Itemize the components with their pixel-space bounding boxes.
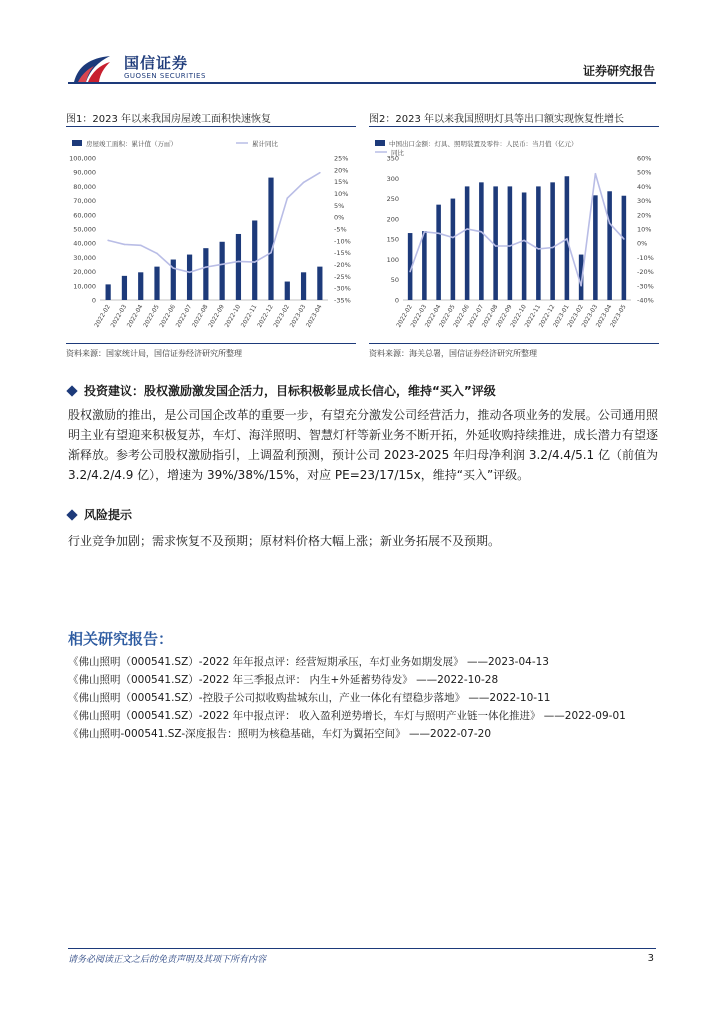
yoy-line-mark	[108, 173, 320, 273]
yoy-point-mark	[580, 285, 582, 287]
diamond-bullet-icon	[66, 509, 77, 520]
x-axis-tick-label: 2023-04	[304, 303, 324, 329]
brand-name-en: GUOSEN SECURITIES	[124, 72, 206, 80]
right-axis-tick-label: -15%	[334, 249, 351, 258]
left-axis-tick-label: 80,000	[73, 182, 96, 191]
legend-line-label: 同比	[391, 149, 404, 157]
yoy-point-mark	[205, 266, 207, 268]
x-axis-tick-label: 2022-05	[438, 303, 457, 329]
right-axis-tick-label: 15%	[334, 178, 349, 187]
right-axis-tick-label: 40%	[637, 182, 652, 191]
x-axis-tick-label: 2022-02	[93, 303, 112, 329]
yoy-point-mark	[452, 237, 454, 239]
footer-divider	[68, 948, 656, 949]
chart1-title: 图1：2023 年以来我国房屋竣工面积快速恢复	[66, 114, 271, 125]
yoy-line-mark	[410, 174, 624, 286]
yoy-point-mark	[140, 245, 142, 247]
chart1-source-divider	[66, 343, 356, 344]
header-divider	[68, 82, 656, 84]
yoy-point-mark	[466, 228, 468, 230]
x-axis-tick-label: 2022-06	[452, 303, 471, 329]
bar-mark	[522, 192, 527, 300]
right-axis-tick-label: -30%	[334, 284, 351, 293]
left-axis-tick-label: 150	[386, 235, 399, 244]
legend-bar-swatch	[72, 140, 82, 146]
x-axis-tick-label: 2022-08	[480, 303, 500, 329]
report-type-label: 证券研究报告	[582, 64, 655, 78]
x-axis-tick-label: 2022-02	[395, 303, 414, 329]
right-axis-tick-label: -40%	[637, 296, 654, 305]
left-axis-tick-label: 0	[394, 296, 399, 305]
x-axis-tick-label: 2022-03	[409, 303, 429, 329]
right-axis-tick-label: -10%	[637, 253, 654, 262]
bar-mark	[317, 267, 322, 300]
x-axis-tick-label: 2022-10	[509, 303, 528, 329]
x-axis-tick-label: 2022-10	[223, 303, 243, 329]
right-axis-tick-label: 20%	[637, 211, 652, 220]
guosen-logo-icon	[72, 52, 112, 84]
left-axis-tick-label: 350	[386, 154, 399, 163]
yoy-point-mark	[523, 240, 525, 242]
bar-mark	[550, 182, 555, 300]
page-number: 3	[647, 953, 654, 964]
legend-bar-label: 房屋竣工面积：累计值（万㎡）	[86, 140, 177, 148]
diamond-bullet-icon	[66, 385, 77, 396]
x-axis-tick-label: 2022-04	[423, 303, 443, 329]
yoy-point-mark	[509, 245, 511, 247]
x-axis-tick-label: 2022-12	[537, 303, 557, 329]
yoy-point-mark	[156, 253, 158, 255]
yoy-point-mark	[270, 252, 272, 254]
bar-mark	[451, 199, 456, 300]
left-axis-tick-label: 0	[91, 296, 96, 305]
related-report-item[interactable]: 《佛山照明-000541.SZ-深度报告：照明为核稳基础，车灯为翼拓空间》 ——2022-07-20	[68, 728, 492, 740]
yoy-point-mark	[124, 244, 126, 246]
bar-mark	[154, 267, 159, 300]
bar-mark	[593, 195, 598, 300]
x-axis-tick-label: 2022-11	[239, 303, 259, 329]
bar-mark	[138, 272, 143, 300]
bar-mark	[607, 191, 612, 300]
left-axis-tick-label: 250	[386, 195, 399, 204]
yoy-point-mark	[238, 261, 240, 263]
x-axis-tick-label: 2022-09	[495, 303, 514, 329]
left-axis-tick-label: 300	[386, 174, 399, 183]
legend-bar-swatch	[375, 140, 385, 146]
bar-mark	[203, 248, 208, 300]
x-axis-tick-label: 2022-05	[142, 303, 161, 329]
yoy-point-mark	[221, 263, 223, 265]
x-axis-tick-label: 2022-07	[174, 303, 194, 329]
bar-mark	[285, 282, 290, 300]
right-axis-tick-label: -25%	[334, 272, 351, 281]
x-axis-tick-label: 2022-06	[158, 303, 178, 329]
left-axis-tick-label: 30,000	[73, 253, 96, 262]
invest-heading	[68, 382, 496, 399]
yoy-point-mark	[424, 231, 426, 233]
left-axis-tick-label: 50	[390, 276, 399, 285]
right-axis-tick-label: 20%	[334, 166, 349, 175]
bar-mark	[220, 242, 225, 300]
chart1-source: 资料来源：国家统计局，国信证券经济研究所整理	[66, 349, 242, 358]
yoy-point-mark	[538, 248, 540, 250]
yoy-point-mark	[566, 238, 568, 240]
x-axis-tick-label: 2022-03	[109, 303, 129, 329]
related-reports-heading: 相关研究报告：	[68, 630, 174, 648]
bar-mark	[236, 234, 241, 300]
x-axis-tick-label: 2023-02	[566, 303, 585, 329]
chart1-figure	[66, 130, 356, 340]
left-axis-tick-label: 20,000	[73, 268, 96, 277]
chart2-title: 图2：2023 年以来我国照明灯具等出口额实现恢复性增长	[369, 114, 624, 125]
left-axis-tick-label: 200	[386, 215, 399, 224]
right-axis-tick-label: -30%	[637, 282, 654, 291]
risk-body: 行业竞争加剧；需求恢复不及预期；原材料价格大幅上涨；新业务拓展不及预期。	[68, 534, 501, 548]
yoy-point-mark	[623, 238, 625, 240]
footer-disclaimer: 请务必阅读正文之后的免责声明及其项下所有内容	[68, 955, 267, 965]
bar-mark	[622, 196, 627, 300]
yoy-point-mark	[254, 261, 256, 263]
x-axis-tick-label: 2023-02	[272, 303, 292, 329]
risk-heading-text: 风险提示	[84, 508, 133, 522]
yoy-point-mark	[409, 271, 411, 273]
invest-body: 股权激励的推出，是公司国企改革的重要一步，有望充分激发公司经营活力，推动各项业务的发展。公司通用照明主业有望迎来积极复苏，车灯、海洋照明、智慧灯杆等新业务不断开拓，外延收购持续推进，成长潜力有望逐渐释放。参考公司股权激励指引，上调盈利预测，预计公司 2023-2025 年归母净利润 3.2/4.4/5.1 亿（前值为 3.2/4.2/4.9 亿），增速为 39%/38%/15%，对应 PE=23/17/15x，维持“买入”评级。	[68, 408, 659, 482]
yoy-point-mark	[495, 245, 497, 247]
right-axis-tick-label: -10%	[334, 237, 351, 246]
related-report-item[interactable]: 《佛山照明（000541.SZ）-2022 年中报点评： 收入盈利逆势增长，车灯与照明产业链一体化推进》 ——2022-09-01	[68, 710, 626, 722]
right-axis-tick-label: 0%	[637, 239, 648, 248]
x-axis-tick-label: 2022-07	[466, 303, 486, 329]
related-report-item[interactable]: 《佛山照明（000541.SZ）-2022 年三季报点评： 内生+外延蓄势待发》 ——2022-10-28	[68, 674, 499, 686]
x-axis-tick-label: 2023-04	[594, 303, 614, 329]
yoy-point-mark	[107, 240, 109, 242]
left-axis-tick-label: 90,000	[73, 168, 96, 177]
x-axis-tick-label: 2022-08	[190, 303, 210, 329]
bar-mark	[122, 276, 127, 300]
chart2-source-divider	[369, 343, 659, 344]
related-report-item[interactable]: 《佛山照明（000541.SZ）-控股子公司拟收购盐城东山，产业一体化有望稳步落地》 ——2022-10-11	[68, 692, 551, 704]
right-axis-tick-label: 30%	[637, 197, 652, 206]
yoy-point-mark	[189, 272, 191, 274]
yoy-point-mark	[552, 247, 554, 249]
right-axis-tick-label: -20%	[637, 268, 654, 277]
right-axis-tick-label: -35%	[334, 296, 351, 305]
left-axis-tick-label: 70,000	[73, 197, 96, 206]
right-axis-tick-label: -20%	[334, 261, 351, 269]
chart1-title-divider	[66, 126, 356, 127]
invest-heading-text: 投资建议：股权激励激发国企活力，目标积极彰显成长信心，维持“买入”评级	[84, 384, 496, 398]
x-axis-tick-label: 2023-03	[288, 303, 308, 329]
bar-mark	[493, 186, 498, 300]
bar-mark	[268, 178, 273, 300]
bar-mark	[465, 186, 470, 300]
related-report-item[interactable]: 《佛山照明（000541.SZ）-2022 年年报点评：经营短期承压，车灯业务如期发展》 ——2023-04-13	[68, 656, 549, 668]
left-axis-tick-label: 100	[386, 255, 399, 264]
yoy-point-mark	[438, 232, 440, 234]
right-axis-tick-label: -5%	[334, 225, 347, 234]
bar-mark	[508, 186, 513, 300]
chart2-title-divider	[369, 126, 659, 127]
x-axis-tick-label: 2022-12	[256, 303, 275, 329]
bar-mark	[436, 205, 441, 300]
bar-mark	[106, 284, 111, 300]
x-axis-tick-label: 2022-04	[125, 303, 145, 329]
yoy-point-mark	[303, 182, 305, 184]
yoy-point-mark	[172, 267, 174, 269]
chart2-source: 资料来源：海关总署，国信证券经济研究所整理	[369, 349, 537, 358]
yoy-point-mark	[319, 172, 321, 174]
right-axis-tick-label: 60%	[637, 154, 652, 163]
right-axis-tick-label: 10%	[637, 225, 652, 234]
yoy-point-mark	[595, 173, 597, 175]
right-axis-tick-label: 25%	[334, 154, 349, 163]
related-reports-list	[68, 653, 660, 743]
x-axis-tick-label: 2022-11	[523, 303, 543, 329]
yoy-point-mark	[286, 197, 288, 199]
left-axis-tick-label: 60,000	[73, 211, 96, 220]
bar-mark	[187, 255, 192, 300]
legend-bar-label: 中国出口金额：灯具、照明装置及零件：人民币：当月值（亿元）	[389, 140, 578, 148]
risk-heading	[68, 506, 132, 523]
yoy-point-mark	[481, 231, 483, 233]
bar-mark	[536, 186, 541, 300]
yoy-point-mark	[609, 223, 611, 225]
right-axis-tick-label: 10%	[334, 190, 349, 198]
bar-mark	[301, 272, 306, 300]
brand-name-cn: 国信证券	[124, 54, 189, 72]
left-axis-tick-label: 10,000	[73, 282, 96, 291]
x-axis-tick-label: 2023-03	[580, 303, 600, 329]
x-axis-tick-label: 2023-01	[552, 303, 571, 329]
legend-line-label: 累计同比	[252, 140, 278, 148]
right-axis-tick-label: 0%	[334, 213, 345, 222]
right-axis-tick-label: 50%	[637, 168, 652, 177]
left-axis-tick-label: 40,000	[73, 239, 96, 248]
x-axis-tick-label: 2023-05	[609, 303, 628, 329]
left-axis-tick-label: 50,000	[73, 225, 96, 234]
left-axis-tick-label: 100,000	[69, 154, 96, 163]
right-axis-tick-label: 5%	[334, 201, 345, 210]
bar-mark	[479, 182, 484, 300]
bar-mark	[422, 231, 427, 300]
chart2-figure	[369, 130, 659, 340]
x-axis-tick-label: 2022-09	[207, 303, 226, 329]
